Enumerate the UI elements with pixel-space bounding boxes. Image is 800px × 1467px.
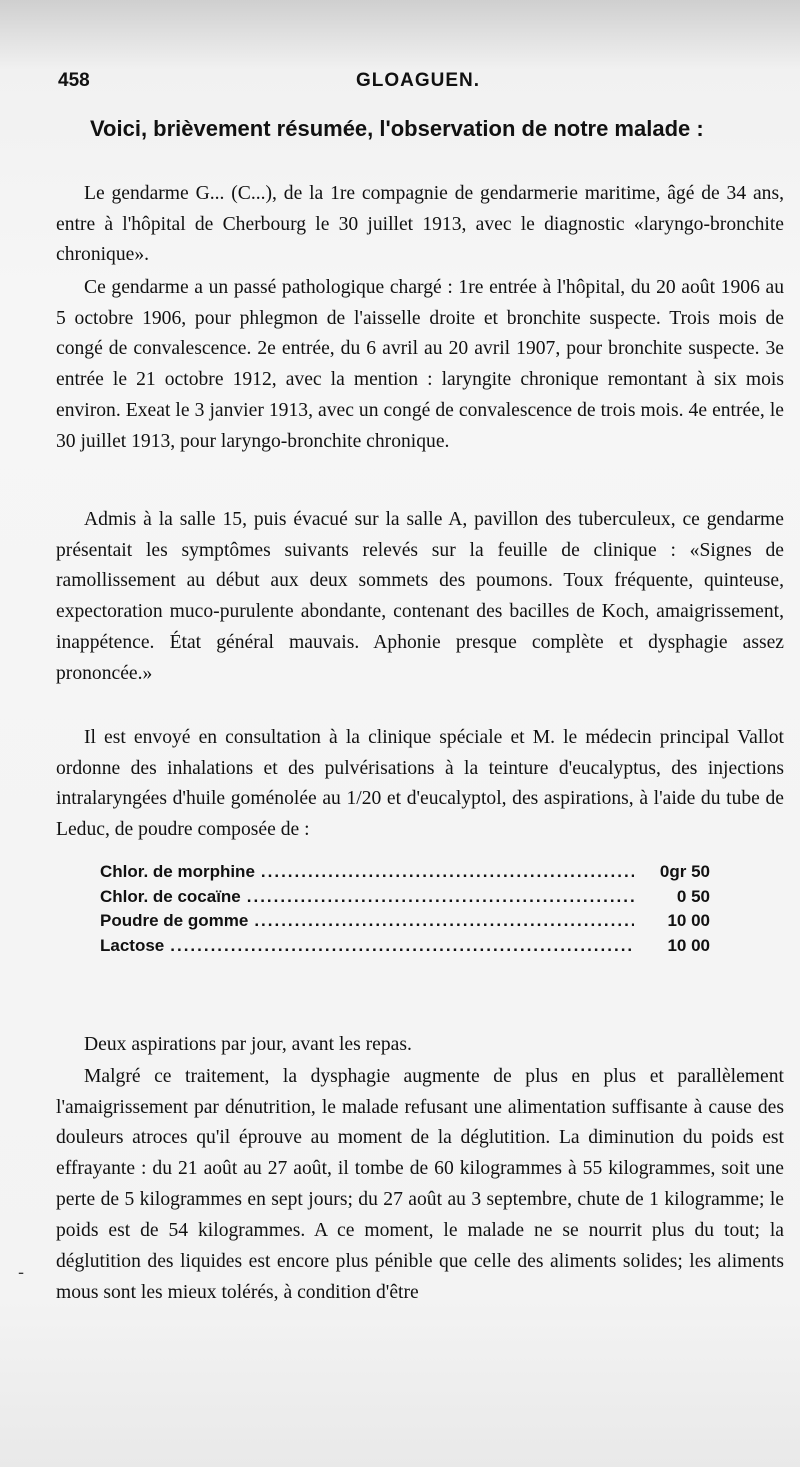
leader-dots <box>254 911 634 931</box>
page-header <box>58 70 778 98</box>
paragraph-symptoms: Admis à la salle 15, puis évacué sur la salle A, pavillon des tuberculeux, ce gendarme présentait les symptômes suivants relevés sur la feuille de clinique : «Signes de ramollissement au début aux deux sommets des poumons. Toux fréquente, quinteuse, expectoration muco-purulente abondante, contenant des bacilles de Koch, amaigrissement, inappétence. État général mauvais. Aphonie presque complète et dysphagie assez prononcée.» <box>56 508 784 685</box>
paragraph-dosage: Deux aspirations par jour, avant les repas. <box>84 1033 412 1055</box>
running-title: GLOAGUEN. <box>355 70 481 91</box>
powder-formula <box>100 862 710 960</box>
lead-sentence: Voici, brièvement résumée, l'observation de notre malade : <box>90 116 704 141</box>
formula-ingredient: Poudre de gomme <box>100 911 249 930</box>
leader-dots <box>247 887 634 907</box>
formula-quantity: 0 50 <box>676 886 710 906</box>
formula-row <box>100 911 710 936</box>
formula-quantity: 0gr 50 <box>659 862 710 881</box>
formula-ingredient: Lactose <box>100 935 165 955</box>
formula-row <box>100 862 710 887</box>
formula-row <box>100 887 710 912</box>
leader-dots <box>170 936 634 956</box>
formula-quantity: 10 00 <box>667 911 710 930</box>
margin-mark: - <box>18 1262 25 1283</box>
formula-quantity: 10 00 <box>667 935 710 955</box>
paragraph-progression: Malgré ce traitement, la dysphagie augmente de plus en plus et parallèlement l'amaigrissement par dénutrition, le malade refusant une alimentation suffisante à cause des douleurs atroces qu'il éprouve au moment de la déglutition. La diminution du poids est effrayante : du 21 août au 27 août, il tombe de 60 kilogrammes à 55 kilogrammes, soit une perte de 5 kilogrammes en sept jours; du 27 août au 3 septembre, chute de 1 kilogramme; le poids est de 54 kilogrammes. A ce moment, le malade ne se nourrit plus du tout; la déglutition des liquides est encore plus pénible que celle des aliments solides; les aliments mous sont les mieux tolérés, à condition d'être <box>56 1065 784 1303</box>
formula-row <box>100 936 710 961</box>
paragraph-history: Ce gendarme a un passé pathologique chargé : 1re entrée à l'hôpital, du 20 août 1906 au 5 octobre 1906, pour phlegmon de l'aisselle droite et bronchite suspecte. Trois mois de congé de convalescence. 2e entrée, du 6 avril au 20 avril 1907, pour bronchite suspecte. 3e entrée le 21 octobre 1912, avec la mention : laryngite chronique remontant à six mois environ. Exeat le 3 janvier 1913, avec un congé de convalescence de trois mois. 4e entrée, le 30 juillet 1913, pour laryngo-bronchite chronique. <box>56 276 784 453</box>
page-number: 458 <box>58 70 90 91</box>
formula-ingredient: Chlor. de morphine <box>100 862 255 881</box>
paragraph-admission: Le gendarme G... (C...), de la 1re compagnie de gendarmerie maritime, âgé de 34 ans, entre à l'hôpital de Cherbourg le 30 juillet 1913, avec le diagnostic «laryngo-bronchite chronique». <box>56 182 784 266</box>
paragraph-treatment: Il est envoyé en consultation à la clinique spéciale et M. le médecin principal Vallot ordonne des inhalations et des pulvérisations à la teinture d'eucalyptus, des injections intralaryngées d'huile goménolée au 1/20 et d'eucalyptol, des aspirations, à l'aide du tube de Leduc, de poudre composée de : <box>56 726 784 841</box>
formula-ingredient: Chlor. de cocaïne <box>100 886 241 906</box>
leader-dots <box>261 862 634 882</box>
